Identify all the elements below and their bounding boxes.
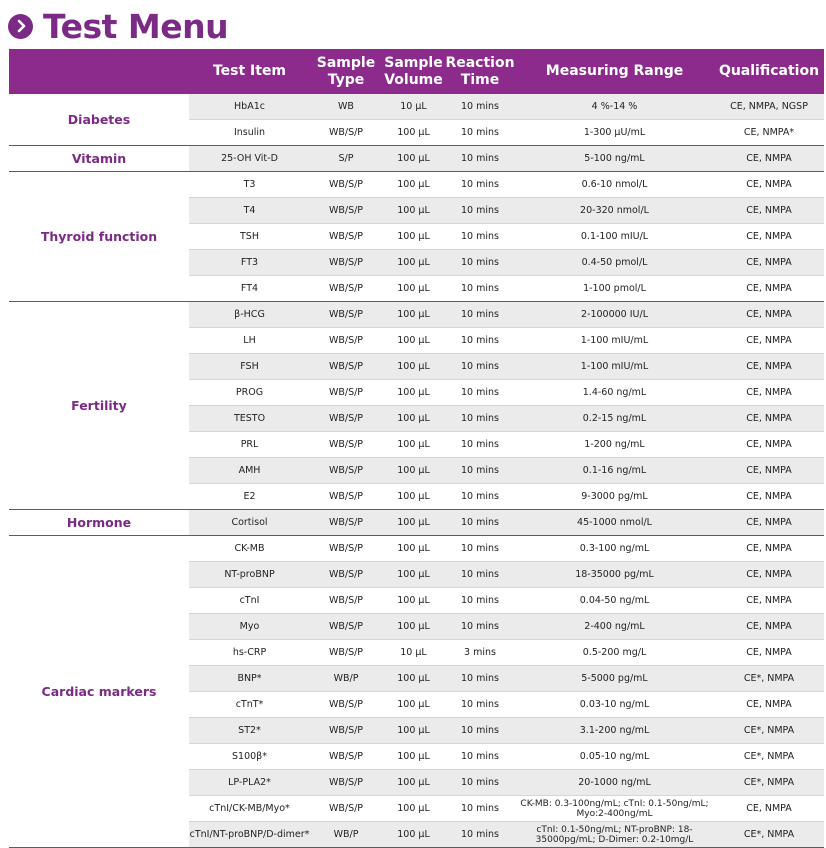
cell-sample-type: WB/S/P (328, 699, 364, 710)
cell-qualification: CE, NMPA (746, 595, 792, 606)
table-row (189, 302, 824, 327)
cell-sample-volume: 100 µL (397, 673, 430, 684)
table-row (189, 483, 824, 509)
cell-qualification: CE, NMPA (746, 647, 792, 658)
cell-measuring-range: 0.05-10 ng/mL (579, 751, 650, 762)
cell-test-item: PROG (235, 387, 264, 398)
cell-test-item: Cortisol (231, 517, 268, 528)
header-test-item: Test Item (212, 63, 287, 79)
cell-sample-type: WB/S/P (328, 283, 364, 294)
cell-sample-volume: 100 µL (397, 205, 430, 216)
cell-sample-volume: 100 µL (397, 621, 430, 632)
cell-sample-volume: 100 µL (397, 803, 430, 814)
cell-sample-type: WB/S/P (328, 777, 364, 788)
cell-reaction-time: 10 mins (461, 491, 499, 502)
category-group (9, 94, 824, 146)
chevron-right-icon (8, 14, 33, 39)
cell-sample-type: S/P (338, 153, 354, 164)
cell-test-item: BNP* (237, 673, 262, 684)
cell-sample-type: WB/S/P (328, 361, 364, 372)
cell-qualification: CE, NMPA (746, 361, 792, 372)
cell-reaction-time: 10 mins (461, 387, 499, 398)
cell-qualification: CE, NMPA (746, 205, 792, 216)
cell-qualification: CE, NMPA (746, 439, 792, 450)
table-row (189, 197, 824, 223)
cell-sample-type: WB/S/P (328, 127, 364, 138)
category-rows (189, 510, 824, 535)
cell-sample-type: WB/S/P (328, 231, 364, 242)
cell-qualification: CE, NMPA (746, 517, 792, 528)
cell-measuring-range: 9-3000 pg/mL (581, 491, 648, 502)
header-qualification: Qualification (718, 63, 820, 79)
cell-sample-type: WB/S/P (328, 803, 364, 814)
cell-qualification: CE, NMPA (746, 179, 792, 190)
cell-measuring-range: 2-100000 IU/L (580, 309, 648, 320)
header-sample-volume: Sample Volume (384, 54, 443, 88)
category-name: Cardiac markers (9, 536, 189, 847)
cell-measuring-range: 5-5000 pg/mL (581, 673, 648, 684)
cell-reaction-time: 10 mins (461, 257, 499, 268)
cell-qualification: CE, NMPA* (743, 127, 795, 138)
cell-test-item: NT-proBNP (224, 569, 275, 580)
cell-measuring-range: 1-300 µU/mL (583, 127, 646, 138)
cell-sample-volume: 100 µL (397, 777, 430, 788)
cell-test-item: FT3 (240, 257, 259, 268)
table-row (189, 691, 824, 717)
header-category (9, 49, 189, 94)
cell-measuring-range: cTnI: 0.1-50ng/mL; NT-proBNP: 18-35000pg/mL; D-Dimer: 0.2-10mg/L (535, 824, 694, 845)
cell-reaction-time: 10 mins (461, 595, 499, 606)
cell-measuring-range: 45-1000 nmol/L (577, 517, 652, 528)
cell-sample-volume: 100 µL (397, 491, 430, 502)
table-row (189, 431, 824, 457)
cell-test-item: E2 (243, 491, 256, 502)
category-rows (189, 146, 824, 171)
category-group (9, 536, 824, 848)
test-menu-table (9, 49, 824, 848)
cell-reaction-time: 10 mins (461, 543, 499, 554)
cell-sample-type: WB (338, 101, 354, 112)
cell-reaction-time: 3 mins (464, 647, 496, 658)
cell-sample-type: WB/S/P (328, 621, 364, 632)
cell-sample-volume: 100 µL (397, 569, 430, 580)
cell-reaction-time: 10 mins (461, 361, 499, 372)
cell-measuring-range: 3.1-200 ng/mL (579, 725, 650, 736)
cell-test-item: 25-OH Vit-D (221, 153, 278, 164)
table-row (189, 613, 824, 639)
cell-test-item: FT4 (240, 283, 259, 294)
cell-sample-type: WB/S/P (328, 569, 364, 580)
cell-measuring-range: 20-1000 ng/mL (578, 777, 651, 788)
cell-sample-volume: 100 µL (397, 595, 430, 606)
table-row (189, 769, 824, 795)
cell-sample-type: WB/S/P (328, 257, 364, 268)
cell-sample-volume: 100 µL (397, 751, 430, 762)
table-row (189, 639, 824, 665)
cell-measuring-range: 1-100 mIU/mL (580, 335, 649, 346)
cell-test-item: TESTO (233, 413, 266, 424)
cell-measuring-range: 1-200 ng/mL (584, 439, 645, 450)
cell-qualification: CE, NMPA (746, 231, 792, 242)
cell-qualification: CE, NMPA (746, 309, 792, 320)
cell-reaction-time: 10 mins (461, 569, 499, 580)
category-group (9, 172, 824, 302)
cell-sample-volume: 100 µL (397, 127, 430, 138)
cell-qualification: CE, NMPA, NGSP (730, 101, 808, 112)
cell-qualification: CE, NMPA (746, 491, 792, 502)
cell-sample-type: WB/S/P (328, 439, 364, 450)
cell-sample-volume: 100 µL (397, 231, 430, 242)
table-row (189, 223, 824, 249)
cell-test-item: cTnI (239, 595, 260, 606)
cell-test-item: HbA1c (234, 101, 265, 112)
cell-measuring-range: 0.1-16 ng/mL (582, 465, 647, 476)
cell-test-item: LP-PLA2* (228, 777, 271, 788)
cell-reaction-time: 10 mins (461, 517, 499, 528)
table-row (189, 379, 824, 405)
cell-reaction-time: 10 mins (461, 699, 499, 710)
table-row (189, 405, 824, 431)
cell-test-item: T4 (243, 205, 256, 216)
cell-sample-volume: 100 µL (397, 725, 430, 736)
category-name: Thyroid function (9, 172, 189, 301)
cell-test-item: FSH (240, 361, 259, 372)
cell-reaction-time: 10 mins (461, 829, 499, 840)
cell-test-item: T3 (243, 179, 256, 190)
category-group (9, 146, 824, 172)
category-name: Hormone (9, 510, 189, 535)
cell-measuring-range: 20-320 nmol/L (580, 205, 649, 216)
cell-reaction-time: 10 mins (461, 179, 499, 190)
cell-test-item: PRL (240, 439, 259, 450)
cell-reaction-time: 10 mins (461, 127, 499, 138)
cell-test-item: S100β* (232, 751, 267, 762)
cell-sample-volume: 100 µL (397, 439, 430, 450)
cell-sample-volume: 10 µL (400, 101, 427, 112)
cell-test-item: Insulin (233, 127, 266, 138)
category-name: Diabetes (9, 94, 189, 145)
cell-qualification: CE, NMPA (746, 465, 792, 476)
table-row (189, 561, 824, 587)
cell-sample-volume: 100 µL (397, 699, 430, 710)
cell-reaction-time: 10 mins (461, 673, 499, 684)
cell-test-item: LH (243, 335, 256, 346)
cell-measuring-range: 18-35000 pg/mL (575, 569, 654, 580)
table-row (189, 94, 824, 119)
cell-qualification: CE, NMPA (746, 699, 792, 710)
cell-qualification: CE*, NMPA (743, 751, 795, 762)
cell-measuring-range: 0.3-100 ng/mL (579, 543, 650, 554)
cell-qualification: CE, NMPA (746, 803, 792, 814)
cell-sample-type: WB/S/P (328, 647, 364, 658)
header-reaction-time: Reaction Time (445, 54, 515, 88)
cell-measuring-range: 1-100 pmol/L (583, 283, 646, 294)
cell-sample-type: WB/S/P (328, 517, 364, 528)
cell-sample-type: WB/S/P (328, 335, 364, 346)
cell-measuring-range: 0.04-50 ng/mL (579, 595, 650, 606)
cell-sample-type: WB/S/P (328, 387, 364, 398)
cell-qualification: CE, NMPA (746, 335, 792, 346)
cell-reaction-time: 10 mins (461, 777, 499, 788)
cell-sample-volume: 100 µL (397, 335, 430, 346)
cell-qualification: CE, NMPA (746, 153, 792, 164)
cell-test-item: CK-MB (234, 543, 265, 554)
cell-qualification: CE, NMPA (746, 621, 792, 632)
cell-qualification: CE*, NMPA (743, 725, 795, 736)
cell-sample-type: WB/P (333, 829, 359, 840)
page-title-bar (8, 4, 228, 48)
cell-sample-type: WB/S/P (328, 491, 364, 502)
cell-reaction-time: 10 mins (461, 231, 499, 242)
cell-sample-type: WB/S/P (328, 205, 364, 216)
category-rows (189, 536, 824, 847)
cell-measuring-range: 1-100 mIU/mL (580, 361, 649, 372)
cell-sample-volume: 100 µL (397, 543, 430, 554)
cell-measuring-range: 2-400 ng/mL (584, 621, 645, 632)
category-group (9, 302, 824, 510)
table-body (9, 94, 824, 848)
cell-sample-volume: 100 µL (397, 309, 430, 320)
cell-sample-volume: 100 µL (397, 153, 430, 164)
table-row (189, 510, 824, 535)
cell-test-item: AMH (238, 465, 261, 476)
cell-reaction-time: 10 mins (461, 205, 499, 216)
cell-reaction-time: 10 mins (461, 621, 499, 632)
table-row (189, 536, 824, 561)
cell-sample-volume: 100 µL (397, 829, 430, 840)
cell-sample-type: WB/P (333, 673, 359, 684)
cell-sample-type: WB/S/P (328, 465, 364, 476)
table-row (189, 275, 824, 301)
cell-qualification: CE, NMPA (746, 283, 792, 294)
cell-qualification: CE*, NMPA (743, 829, 795, 840)
cell-reaction-time: 10 mins (461, 335, 499, 346)
cell-reaction-time: 10 mins (461, 465, 499, 476)
cell-test-item: ST2* (238, 725, 261, 736)
cell-sample-volume: 100 µL (397, 257, 430, 268)
cell-measuring-range: 0.1-100 mIU/L (580, 231, 649, 242)
cell-qualification: CE*, NMPA (743, 777, 795, 788)
cell-reaction-time: 10 mins (461, 751, 499, 762)
cell-reaction-time: 10 mins (461, 309, 499, 320)
cell-measuring-range: 0.2-15 ng/mL (582, 413, 647, 424)
category-name: Fertility (9, 302, 189, 509)
table-row (189, 587, 824, 613)
cell-sample-type: WB/S/P (328, 751, 364, 762)
cell-sample-volume: 100 µL (397, 179, 430, 190)
cell-measuring-range: 0.03-10 ng/mL (579, 699, 650, 710)
cell-reaction-time: 10 mins (461, 153, 499, 164)
cell-test-item: β-HCG (234, 309, 265, 320)
table-row (189, 249, 824, 275)
cell-test-item: cTnI/NT-proBNP/D-dimer* (189, 829, 310, 840)
cell-measuring-range: 1.4-60 ng/mL (582, 387, 647, 398)
category-name: Vitamin (9, 146, 189, 171)
cell-reaction-time: 10 mins (461, 803, 499, 814)
category-group (9, 510, 824, 536)
cell-sample-volume: 100 µL (397, 413, 430, 424)
cell-qualification: CE, NMPA (746, 569, 792, 580)
cell-sample-volume: 100 µL (397, 517, 430, 528)
table-row (189, 821, 824, 847)
cell-reaction-time: 10 mins (461, 413, 499, 424)
cell-sample-volume: 10 µL (400, 647, 427, 658)
cell-test-item: TSH (240, 231, 259, 242)
cell-qualification: CE*, NMPA (743, 673, 795, 684)
table-header (9, 49, 824, 94)
table-row (189, 146, 824, 171)
table-row (189, 172, 824, 197)
cell-qualification: CE, NMPA (746, 257, 792, 268)
cell-measuring-range: 0.5-200 mg/L (582, 647, 647, 658)
table-row (189, 717, 824, 743)
cell-reaction-time: 10 mins (461, 725, 499, 736)
table-row (189, 665, 824, 691)
cell-sample-volume: 100 µL (397, 387, 430, 398)
cell-sample-volume: 100 µL (397, 361, 430, 372)
cell-sample-type: WB/S/P (328, 595, 364, 606)
page-title: Test Menu (43, 6, 229, 46)
table-row (189, 327, 824, 353)
category-rows (189, 302, 824, 509)
cell-measuring-range: 5-100 ng/mL (584, 153, 645, 164)
cell-sample-type: WB/S/P (328, 725, 364, 736)
header-measuring-range: Measuring Range (545, 63, 684, 79)
cell-measuring-range: 4 %-14 % (591, 101, 638, 112)
cell-sample-type: WB/S/P (328, 543, 364, 554)
cell-qualification: CE, NMPA (746, 543, 792, 554)
cell-qualification: CE, NMPA (746, 413, 792, 424)
category-rows (189, 94, 824, 145)
cell-reaction-time: 10 mins (461, 101, 499, 112)
category-rows (189, 172, 824, 301)
cell-test-item: Myo (239, 621, 260, 632)
table-row (189, 353, 824, 379)
cell-qualification: CE, NMPA (746, 387, 792, 398)
cell-sample-type: WB/S/P (328, 179, 364, 190)
cell-sample-volume: 100 µL (397, 465, 430, 476)
cell-reaction-time: 10 mins (461, 283, 499, 294)
table-row (189, 119, 824, 145)
table-row (189, 743, 824, 769)
table-row (189, 457, 824, 483)
cell-test-item: cTnI/CK-MB/Myo* (209, 803, 290, 814)
cell-test-item: cTnT* (235, 699, 264, 710)
cell-measuring-range: CK-MB: 0.3-100ng/mL; cTnI: 0.1-50ng/mL; Myo:2-400ng/mL (520, 798, 709, 819)
cell-sample-type: WB/S/P (328, 309, 364, 320)
cell-sample-type: WB/S/P (328, 413, 364, 424)
cell-sample-volume: 100 µL (397, 283, 430, 294)
cell-measuring-range: 0.4-50 pmol/L (581, 257, 648, 268)
cell-reaction-time: 10 mins (461, 439, 499, 450)
cell-test-item: hs-CRP (232, 647, 267, 658)
header-sample-type: Sample Type (316, 54, 376, 88)
cell-measuring-range: 0.6-10 nmol/L (581, 179, 648, 190)
table-row (189, 795, 824, 821)
